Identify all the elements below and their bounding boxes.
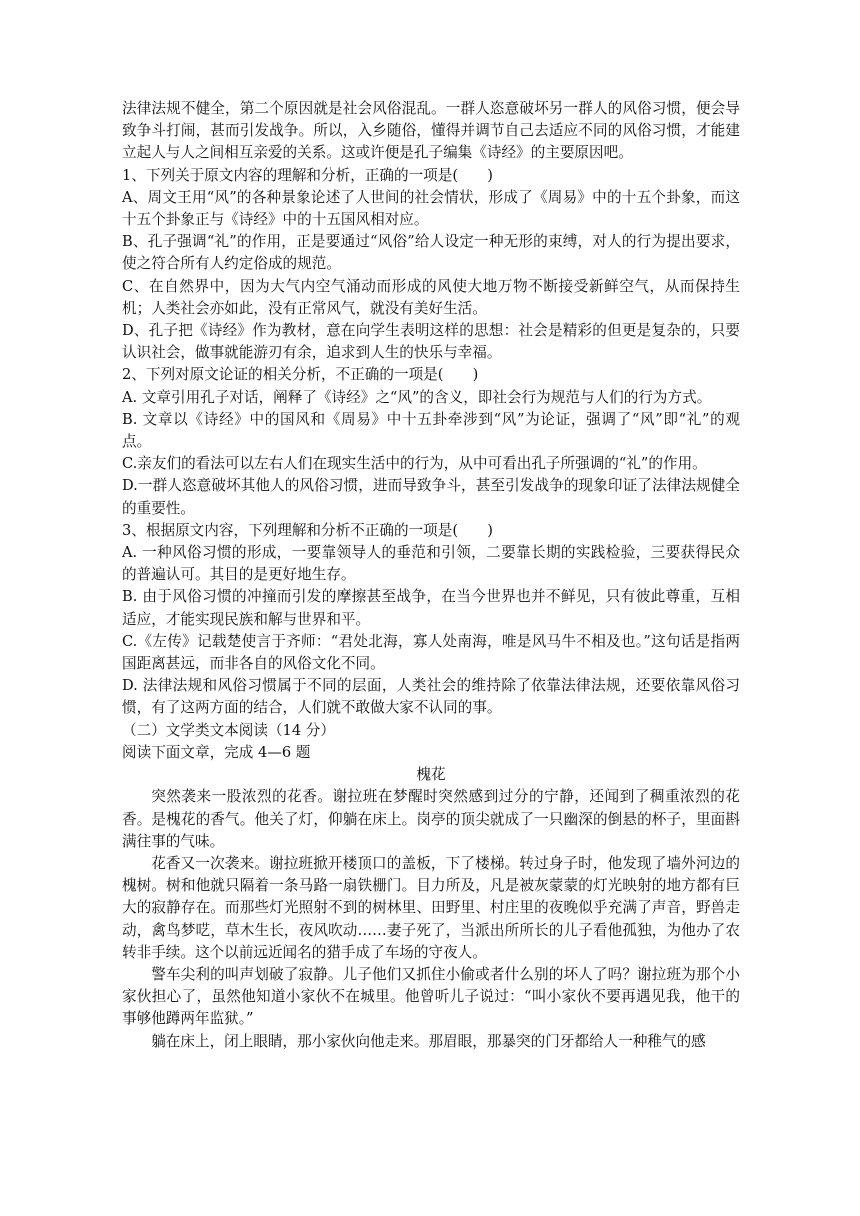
question-1-option-a: A、周文王用“风”的各种景象论述了人世间的社会情状，形成了《周易》中的十五个卦象，而这十五个卦象正与《诗经》中的十五国风相对应。: [122, 188, 740, 229]
story-paragraph-4: 躺在床上，闭上眼睛，那小家伙向他走来。那眉眼，那暴突的门牙都给人一种稚气的感: [151, 1032, 706, 1050]
question-3-option-a: A. 一种风俗习惯的形成，一要靠领导人的垂范和引领，二要靠长期的实践检验，三要获得民众的普遍认可。其目的是更好地生存。: [122, 544, 740, 584]
question-3-option-b: B. 由于风俗习惯的冲撞而引发的摩擦甚至战争，在当今世界也并不鲜见，只有彼此尊重，互相适应，才能实现民族和解与世界和平。: [122, 588, 740, 628]
document-page: [122, 98, 740, 1053]
question-3-option-c: C.《左传》记载楚使言于齐师：“君处北海，寡人处南海，唯是风马牛不相及也。”这句话是指两国距离甚远，而非各自的风俗文化不同。: [122, 632, 740, 673]
paragraph-continuation: 法律法规不健全，第二个原因就是社会风俗混乱。一群人恣意破坏另一群人的风俗习惯，便会导致争斗打闹，甚而引发战争。所以，入乡随俗，懂得并调节自己去适应不同的风俗习惯，才能建立起人与人之间相互亲爱的关系。这或许便是孔子编集《诗经》的主要原因吧。: [122, 100, 740, 162]
story-paragraph-2: 花香又一次袭来。谢拉班掀开楼顶口的盖板，下了楼梯。转过身子时，他发现了墙外河边的槐树。树和他就只隔着一条马路一扇铁栅门。目力所及，凡是被灰蒙蒙的灯光映射的地方都有巨大的寂静存在。而那些灯光照射不到的树林里、田野里、村庄里的夜晚似乎充满了声音，野兽走动，禽鸟梦呓，草木生长，夜风吹动……妻子死了，当派出所所长的儿子看他孤独，为他办了农转非手续。这个以前远近闻名的猎手成了车场的守夜人。: [122, 854, 740, 961]
question-2-option-d: D.一群人恣意破坏其他人的风俗习惯，进而导致争斗，甚至引发战争的现象印证了法律法规健全的重要性。: [122, 477, 740, 517]
question-1-option-d: D、孔子把《诗经》作为教材，意在向学生表明这样的思想：社会是精彩的但更是复杂的，只要认识社会，做事就能游刃有余，追求到人生的快乐与幸福。: [122, 322, 740, 362]
question-2-option-a: A. 文章引用孔子对话，阐释了《诗经》之“风”的含义，即社会行为规范与人们的行为方式。: [122, 388, 712, 406]
question-3-option-d: D. 法律法规和风俗习惯属于不同的层面，人类社会的维持除了依靠法律法规，还要依靠风俗习惯，有了这两方面的结合，人们就不敢做大家不认同的事。: [122, 677, 740, 717]
story-paragraph-3: 警车尖利的叫声划破了寂静。儿子他们又抓住小偷或者什么别的坏人了吗？谢拉班为那个小家伙担心了，虽然他知道小家伙不在城里。他曾听儿子说过：“叫小家伙不要再遇见我，他干的事够他蹲两年监狱。”: [122, 965, 740, 1028]
question-1-option-c: C、在自然界中，因为大气内空气涌动而形成的风使大地万物不断接受新鲜空气，从而保持生机；人类社会亦如此，没有正常风气，就没有美好生活。: [122, 277, 740, 317]
reading-instruction: 阅读下面文章，完成 4—6 题: [122, 743, 311, 761]
story-paragraph-1: 突然袭来一股浓烈的花香。谢拉班在梦醒时突然感到过分的宁静，还闻到了稠重浓烈的花香。是槐花的香气。他关了灯，仰躺在床上。岗亭的顶尖就成了一只幽深的倒悬的杯子，里面斟满往事的气味。: [122, 788, 740, 850]
question-1: 1、下列关于原文内容的理解和分析，正确的一项是( ): [122, 166, 493, 184]
section-heading: （二）文学类文本阅读（14 分）: [122, 721, 335, 739]
story-title: 槐花: [416, 766, 446, 784]
question-2-option-c: C.亲友们的看法可以左右人们在现实生活中的行为，从中可看出孔子所强调的“礼”的作用。: [122, 455, 707, 473]
question-3: 3、根据原文内容，下列理解和分析不正确的一项是( ): [122, 521, 493, 539]
question-1-option-b: B、孔子强调“礼”的作用，正是要通过“风俗”给人设定一种无形的束缚，对人的行为提出要求，使之符合所有人约定俗成的规范。: [122, 233, 740, 273]
question-2-option-b: B. 文章以《诗经》中的国风和《周易》中十五卦牵涉到“风”为论证，强调了“风”即“礼”的观点。: [122, 410, 740, 451]
question-2: 2、下列对原文论证的相关分析，不正确的一项是( ): [122, 366, 479, 384]
